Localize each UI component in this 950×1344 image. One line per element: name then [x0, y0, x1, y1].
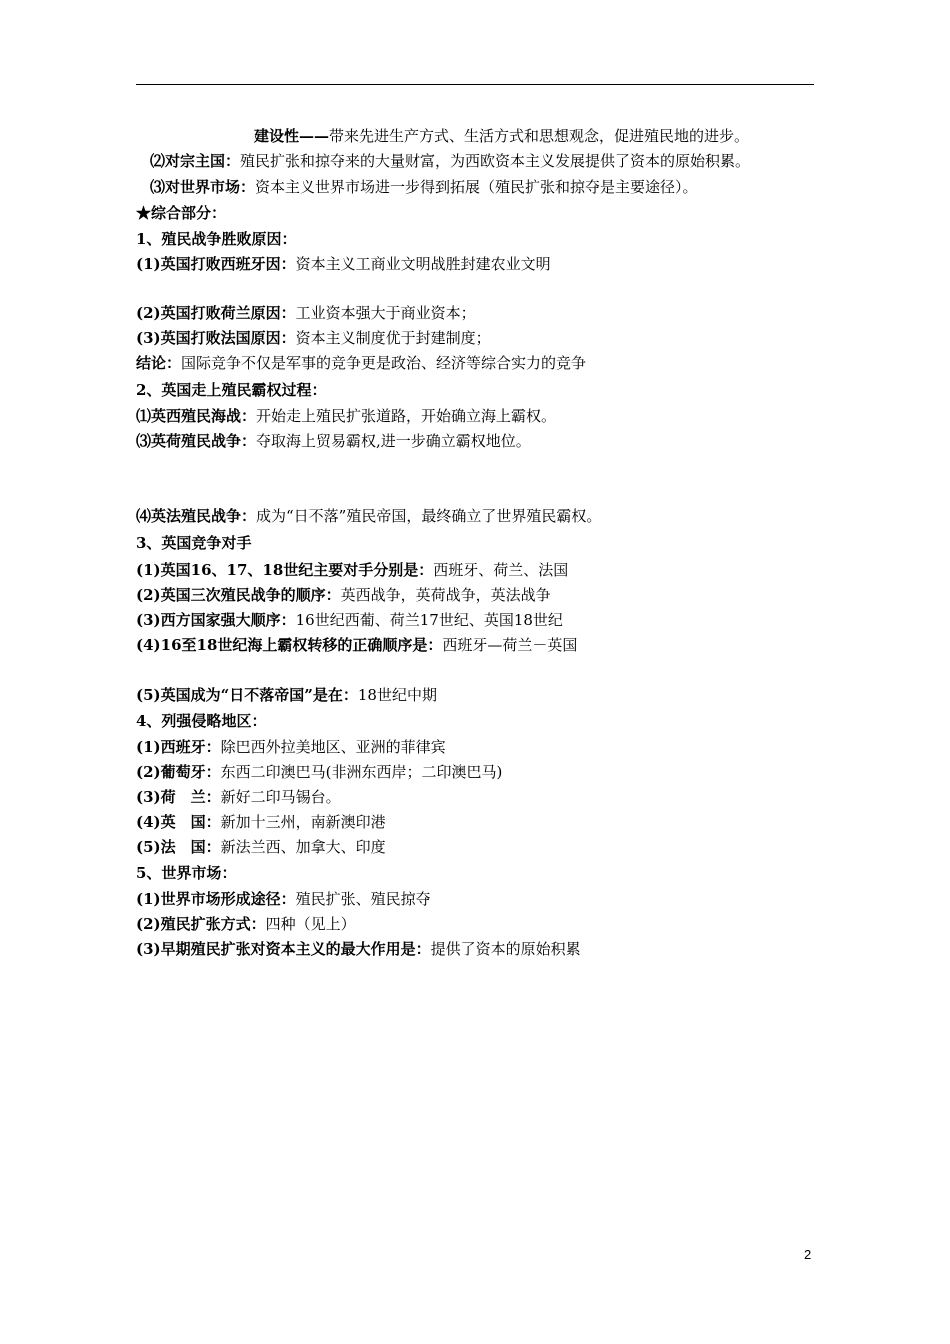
suzerain-label: ⑵对宗主国： [150, 152, 241, 170]
s1-item-2 [136, 303, 476, 323]
s2-item-1-text: 开始走上殖民扩张道路，开始确立海上霸权。 [256, 407, 557, 425]
s4-item-3 [136, 787, 341, 807]
s4-item-4-text: 新加十三州，南新澳印港 [220, 813, 386, 831]
s5-item-2 [136, 914, 356, 934]
s2-item-4-text: 成为“日不落”殖民帝国，最终确立了世界殖民霸权。 [256, 507, 602, 525]
s3-item-3-label: (3)西方国家强大顺序： [136, 611, 296, 629]
s1-conclusion-text: 国际竞争不仅是军事的竞争更是政治、经济等综合实力的竞争 [181, 354, 587, 372]
s2-item-4 [136, 506, 601, 526]
s3-item-1 [136, 560, 568, 580]
s2-item-4-label: ⑷英法殖民战争： [136, 507, 257, 525]
constructive-label: 建设性—— [254, 127, 330, 145]
s5-item-1 [136, 889, 431, 909]
s4-item-2-text: 东西二印澳巴马(非洲东西岸；二印澳巴马) [220, 763, 503, 781]
s5-item-1-text: 殖民扩张、殖民掠夺 [295, 890, 431, 908]
s1-item-3-label: (3)英国打败法国原因： [136, 329, 296, 347]
world-market-label: ⑶对世界市场： [150, 178, 256, 196]
s4-item-5-label: (5)法 国： [136, 838, 221, 856]
s3-item-5-text: 18世纪中期 [357, 686, 437, 704]
s2-item-1 [136, 406, 556, 426]
s4-item-4-label: (4)英 国： [136, 813, 221, 831]
s3-item-4-text: 西班牙—荷兰－英国 [442, 636, 578, 654]
s5-item-3-text: 提供了资本的原始积累 [430, 940, 581, 958]
s2-item-3-label: ⑶英荷殖民战争： [136, 432, 257, 450]
section-5-heading: 5、世界市场： [136, 864, 237, 882]
s3-item-1-label: (1)英国16、17、18世纪主要对手分别是： [136, 561, 434, 579]
s3-item-2-text: 英西战争，英荷战争，英法战争 [340, 586, 551, 604]
s4-item-5 [136, 837, 386, 857]
section-3-heading: 3、英国竞争对手 [136, 534, 252, 552]
s2-item-3-text: 夺取海上贸易霸权,进一步确立霸权地位。 [256, 432, 531, 450]
s3-item-4 [136, 635, 577, 655]
constructive-text: 带来先进生产方式、生活方式和思想观念，促进殖民地的进步。 [329, 127, 750, 145]
s3-item-5 [136, 685, 437, 705]
page-number: 2 [804, 1247, 812, 1262]
s2-item-1-label: ⑴英西殖民海战： [136, 407, 257, 425]
s4-item-5-text: 新法兰西、加拿大、印度 [220, 838, 386, 856]
section-1-heading: 1、殖民战争胜败原因： [136, 230, 297, 248]
section-4-heading: 4、列强侵略地区： [136, 712, 267, 730]
s4-item-2 [136, 762, 502, 782]
s4-item-1 [136, 737, 446, 757]
s1-item-2-label: (2)英国打败荷兰原因： [136, 304, 296, 322]
s1-item-3 [136, 328, 491, 348]
s5-item-1-label: (1)世界市场形成途径： [136, 890, 296, 908]
s1-item-1-label: (1)英国打败西班牙因： [136, 255, 296, 273]
comprehensive-heading: ★综合部分： [136, 204, 227, 222]
s1-item-1-text: 资本主义工商业文明战胜封建农业文明 [295, 255, 551, 273]
s4-item-4 [136, 812, 386, 832]
s4-item-3-label: (3)荷 兰： [136, 788, 221, 806]
s3-item-2-label: (2)英国三次殖民战争的顺序： [136, 586, 341, 604]
header-rule [136, 84, 814, 85]
s3-item-3-text: 16世纪西葡、荷兰17世纪、英国18世纪 [295, 611, 563, 629]
s3-item-1-text: 西班牙、荷兰、法国 [433, 561, 569, 579]
s4-item-1-text: 除巴西外拉美地区、亚洲的菲律宾 [220, 738, 446, 756]
s3-item-4-label: (4)16至18世纪海上霸权转移的正确顺序是： [136, 636, 443, 654]
s4-item-2-label: (2)葡萄牙： [136, 763, 221, 781]
s1-item-1 [136, 254, 551, 274]
s5-item-3 [136, 939, 581, 959]
s2-item-3 [136, 431, 531, 451]
s4-item-3-text: 新好二印马锡台。 [220, 788, 341, 806]
world-market-text: 资本主义世界市场进一步得到拓展（殖民扩张和掠夺是主要途径）。 [255, 178, 698, 196]
s5-item-2-label: (2)殖民扩张方式： [136, 915, 266, 933]
constructive-line [254, 126, 749, 146]
s1-item-2-text: 工业资本强大于商业资本； [295, 304, 476, 322]
s1-conclusion-label: 结论： [136, 354, 182, 372]
s1-conclusion [136, 353, 586, 373]
suzerain-line [150, 151, 750, 171]
s1-item-3-text: 资本主义制度优于封建制度； [295, 329, 491, 347]
s3-item-3 [136, 610, 563, 630]
section-2-heading: 2、英国走上殖民霸权过程： [136, 381, 327, 399]
suzerain-text: 殖民扩张和掠夺来的大量财富，为西欧资本主义发展提供了资本的原始积累。 [240, 152, 751, 170]
s5-item-2-text: 四种（见上） [265, 915, 356, 933]
s3-item-5-label: (5)英国成为“日不落帝国”是在： [136, 686, 358, 704]
s5-item-3-label: (3)早期殖民扩张对资本主义的最大作用是： [136, 940, 431, 958]
s4-item-1-label: (1)西班牙： [136, 738, 221, 756]
s3-item-2 [136, 585, 551, 605]
world-market-line [150, 177, 698, 197]
